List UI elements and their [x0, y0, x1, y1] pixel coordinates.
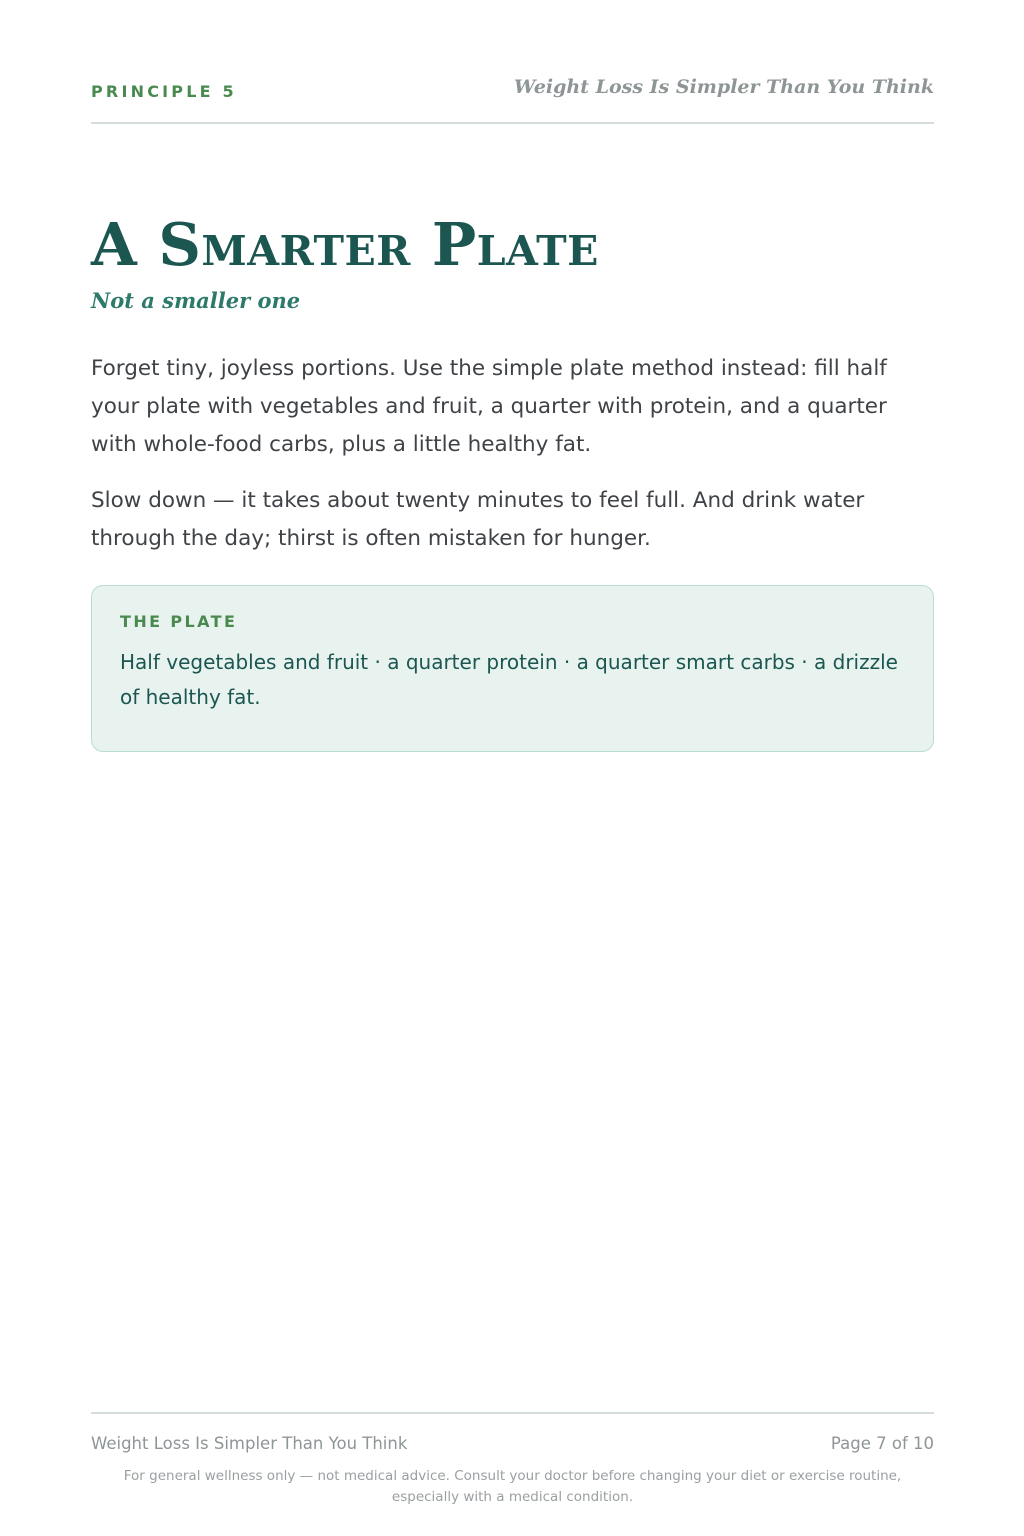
running-title: Weight Loss Is Simpler Than You Think — [514, 76, 934, 98]
page-subtitle: Not a smaller one — [91, 288, 301, 313]
document-page — [91, 0, 934, 1536]
callout-label: THE PLATE — [120, 612, 238, 631]
section-label: PRINCIPLE 5 — [91, 82, 237, 101]
disclaimer: For general wellness only — not medical advice. Consult your doctor before changing your diet or exercise routine, especially with a medical condition. — [123, 1468, 902, 1505]
callout-text: Half vegetables and fruit · a quarter protein · a quarter smart carbs · a drizzle of healthy fat. — [120, 650, 898, 709]
paragraph: Forget tiny, joyless portions. Use the simple plate method instead: fill half your plate with vegetables and fruit, a quarter with protein, and a quarter with whole-food carbs, plus a little healthy fat. — [91, 356, 887, 457]
page-footer — [91, 1412, 934, 1508]
footer-book-title: Weight Loss Is Simpler Than You Think — [91, 1434, 408, 1453]
paragraph: Slow down — it takes about twenty minutes to feel full. And drink water through the day; thirst is often mistaken for hunger. — [91, 488, 865, 551]
page-number: Page 7 of 10 — [830, 1434, 934, 1453]
page-header — [91, 76, 934, 124]
page-title: A Smarter Plate — [91, 210, 599, 279]
callout-box — [91, 585, 934, 752]
body-text — [91, 350, 934, 576]
